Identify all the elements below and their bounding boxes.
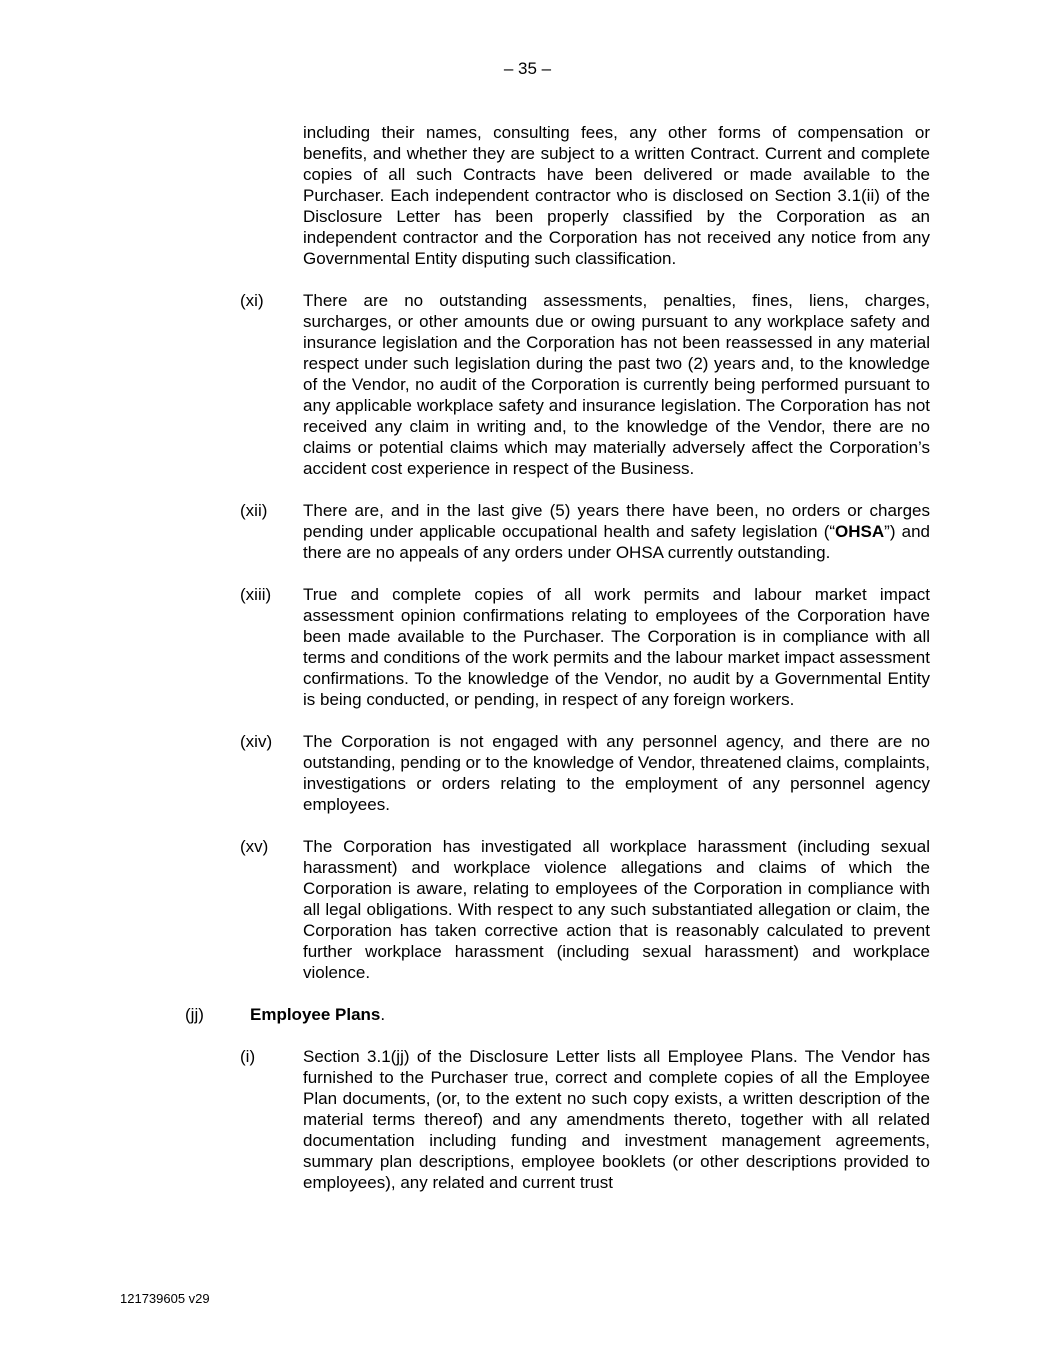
clause-xii-label: (xii) bbox=[240, 501, 268, 520]
footer-document-id: 121739605 v29 bbox=[120, 1291, 210, 1306]
section-jj-heading bbox=[250, 1004, 385, 1025]
clause-xiv bbox=[240, 731, 930, 815]
clause-xiii bbox=[240, 584, 930, 710]
section-jj-label: (jj) bbox=[185, 1005, 204, 1024]
clause-xii-text-before: There are, and in the last give (5) years there have been, no orders or charges pending under applicable occupational health and safety legislation (“ bbox=[303, 501, 930, 541]
clause-xv bbox=[240, 836, 930, 983]
section-jj-heading-period: . bbox=[380, 1005, 386, 1024]
section-jj-heading-text: Employee Plans bbox=[250, 1005, 381, 1024]
clause-xiii-text: True and complete copies of all work permits and labour market impact assessment opinion confirmations relating to employees of the Corporation have been made available to the Purchaser. The Corporation is in compliance with all terms and conditions of the work permits and the labour market impact assessment confirmations. To the knowledge of the Vendor, no audit by a Governmental Entity is being conducted, or pending, in respect of any foreign workers. bbox=[303, 585, 930, 709]
clause-xiii-label: (xiii) bbox=[240, 585, 272, 604]
paragraph-continuation: including their names, consulting fees, any other forms of compensation or benefits, and whether they are subject to a written Contract. Current and complete copies of all such Contracts have been delivered or made available to the Purchaser. Each independent contractor who is disclosed on Section 3.1(ii) of the Disclosure Letter has been properly classified by the Corporation as an independent contractor and the Corporation has not received any notice from any Governmental Entity disputing such classification. bbox=[303, 123, 930, 268]
clause-xii bbox=[240, 500, 930, 563]
document-body bbox=[185, 122, 930, 1214]
clause-xiv-label: (xiv) bbox=[240, 732, 273, 751]
clause-xii-text-after: ”) and there are no appeals of any orders under OHSA currently outstanding. bbox=[303, 522, 930, 562]
clause-xii-text bbox=[303, 500, 930, 563]
clause-xi-label: (xi) bbox=[240, 291, 264, 310]
subclause-i-text: Section 3.1(jj) of the Disclosure Letter lists all Employee Plans. The Vendor has furnished to the Purchaser true, correct and complete copies of all the Employee Plan documents, (or, to the extent no such copy exists, a written description of the material terms thereof) and any amendments thereto, together with all related documentation including funding and investment management agreements, summary plan descriptions, employee booklets (or other descriptions provided to employees), any related and current trust bbox=[303, 1047, 930, 1192]
clause-xv-text: The Corporation has investigated all workplace harassment (including sexual harassment) and workplace violence allegations and claims of which the Corporation is aware, relating to employees of the Corporation in compliance with all legal obligations. With respect to any such substantiated allegation or claim, the Corporation has taken corrective action that is reasonably calculated to prevent further workplace harassment (including sexual harassment) and workplace violence. bbox=[303, 837, 930, 982]
clause-xv-label: (xv) bbox=[240, 837, 269, 856]
page-number: – 35 – bbox=[503, 59, 552, 78]
clause-xiv-text: The Corporation is not engaged with any personnel agency, and there are no outstanding, pending or to the knowledge of Vendor, threatened claims, complaints, investigations or orders relating to the employment of any personnel agency employees. bbox=[303, 732, 930, 814]
clause-xi bbox=[240, 290, 930, 479]
defined-term-ohsa: OHSA bbox=[835, 522, 885, 541]
subclause-i bbox=[240, 1046, 930, 1193]
clause-xi-text: There are no outstanding assessments, penalties, fines, liens, charges, surcharges, or other amounts due or owing pursuant to any workplace safety and insurance legislation and the Corporation has not been reassessed in any material respect under such legislation during the past two (2) years and, to the knowledge of the Vendor, no audit of the Corporation is currently being performed pursuant to any applicable workplace safety and insurance legislation. The Corporation has not received any claim in writing and, to the knowledge of the Vendor, there are no claims or potential claims which may materially adversely affect the Corporation’s accident cost experience in respect of the Business. bbox=[303, 291, 930, 478]
section-jj-heading-row bbox=[185, 1004, 930, 1025]
subclause-i-label: (i) bbox=[240, 1047, 256, 1066]
